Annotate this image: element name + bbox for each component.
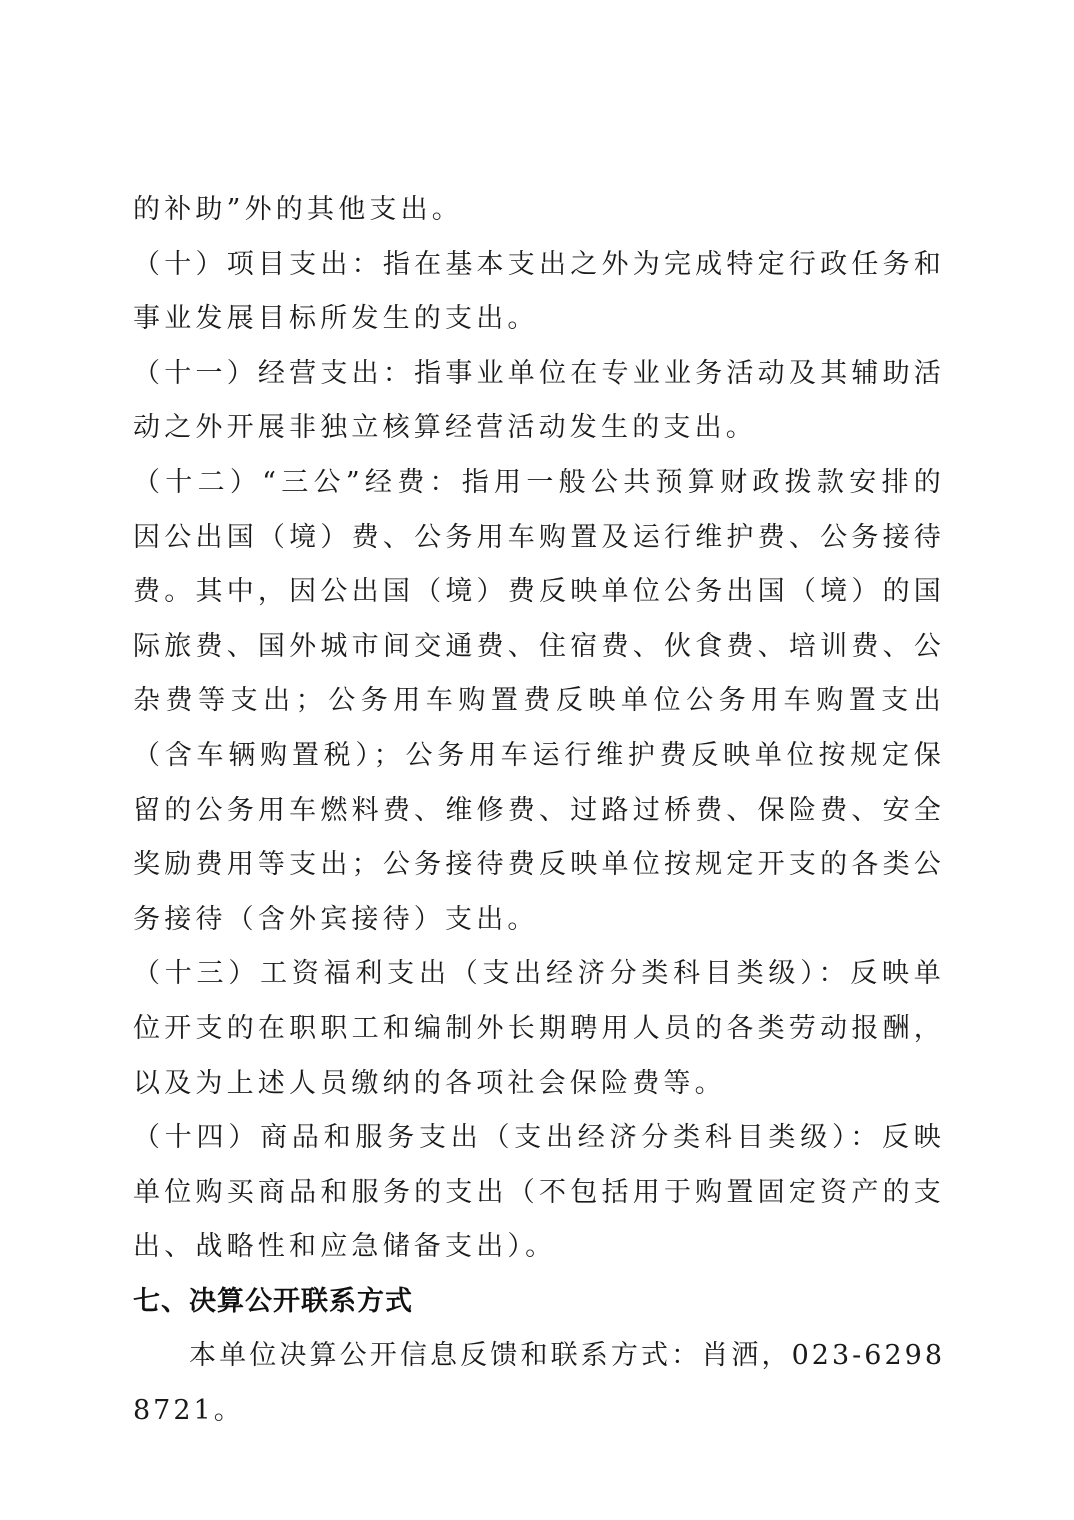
paragraph-subsidy-continuation: 的补助”外的其他支出。 (133, 194, 464, 225)
paragraph-business-expenditure: （十一）经营支出：指事业单位在专业业务活动及其辅助活动之外开展非独立核算经营活动发生的支出。 (133, 357, 945, 444)
document-body (133, 183, 945, 1439)
paragraph-wages-welfare: （十三）工资福利支出（支出经济分类科目类级）：反映单位开支的在职职工和编制外长期聘用人员的各类劳动报酬，以及为上述人员缴纳的各项社会保险费等。 (133, 958, 945, 1099)
paragraph-goods-services: （十四）商品和服务支出（支出经济分类科目类级）：反映单位购买商品和服务的支出（不包括用于购置固定资产的支出、战略性和应急储备支出）。 (133, 1122, 945, 1263)
paragraph-project-expenditure: （十）项目支出：指在基本支出之外为完成特定行政任务和事业发展目标所发生的支出。 (133, 248, 945, 335)
section-heading-contact: 七、决算公开联系方式 (133, 1285, 413, 1317)
paragraph-contact-info: 本单位决算公开信息反馈和联系方式：肖洒，023-62988721。 (133, 1340, 945, 1427)
paragraph-three-public-expenses: （十二）“三公”经费：指用一般公共预算财政拨款安排的因公出国（境）费、公务用车购置及运行维护费、公务接待费。其中，因公出国（境）费反映单位公务出国（境）的国际旅费、国外城市间交通费、住宿费、伙食费、培训费、公杂费等支出；公务用车购置费反映单位公务用车购置支出（含车辆购置税）；公务用车运行维护费反映单位按规定保留的公务用车燃料费、维修费、过路过桥费、保险费、安全奖励费用等支出；公务接待费反映单位按规定开支的各类公务接待（含外宾接待）支出。 (133, 466, 945, 935)
